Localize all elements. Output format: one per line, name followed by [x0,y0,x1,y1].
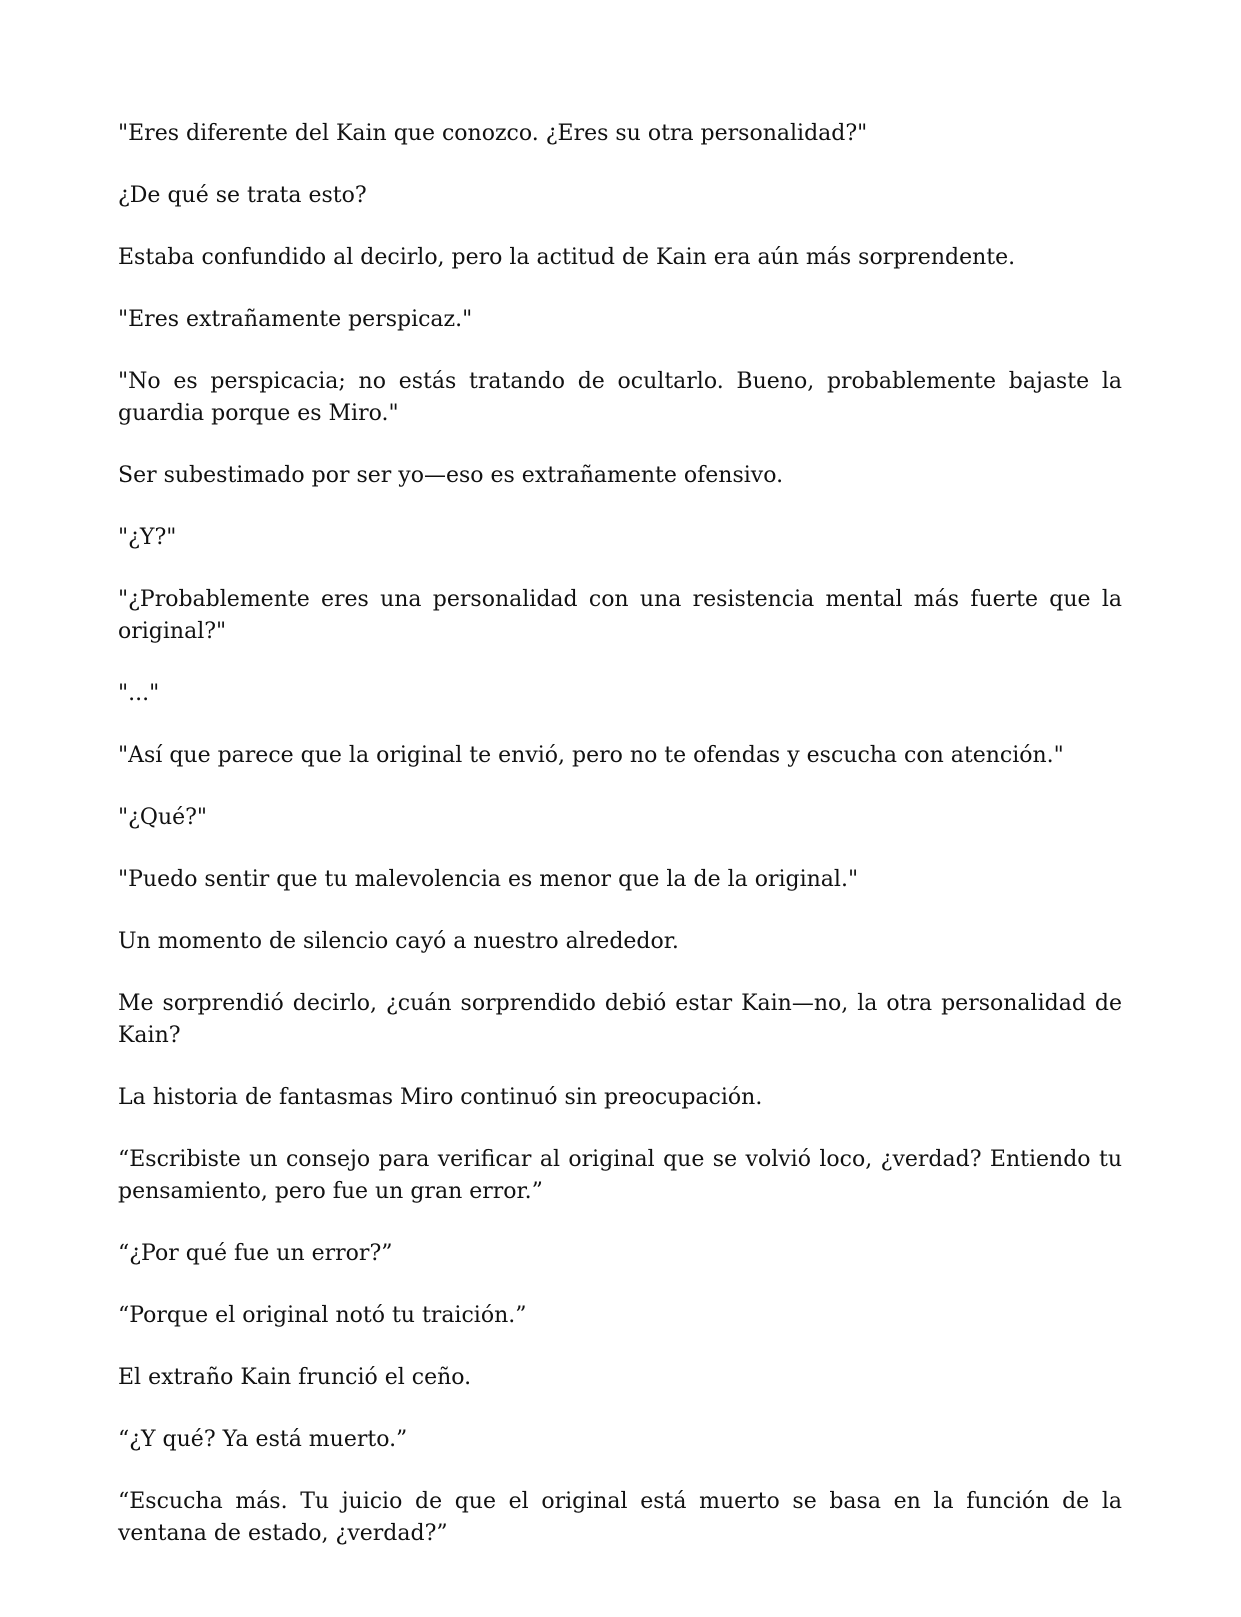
paragraph-17: “¿Por qué fue un error?” [118,1241,393,1266]
paragraph-20: “¿Y qué? Ya está muerto.” [118,1427,408,1452]
paragraph-2: ¿De qué se trata esto? [118,183,367,208]
paragraph-10: "Así que parece que la original te envió, pero no te ofendas y escucha con atención." [118,743,1064,768]
paragraph-6: Ser subestimado por ser yo—eso es extrañamente ofensivo. [118,463,784,488]
paragraph-12: "Puedo sentir que tu malevolencia es menor que la de la original." [118,867,859,892]
paragraph-8: "¿Probablemente eres una personalidad con una resistencia mental más fuerte que la original?" [118,587,1122,644]
document-page [118,118,1122,1580]
paragraph-1: "Eres diferente del Kain que conozco. ¿Eres su otra personalidad?" [118,121,868,146]
paragraph-19: El extraño Kain frunció el ceño. [118,1365,472,1390]
paragraph-5: "No es perspicacia; no estás tratando de ocultarlo. Bueno, probablemente bajaste la guardia porque es Miro." [118,369,1122,426]
paragraph-18: “Porque el original notó tu traición.” [118,1303,527,1328]
paragraph-14: Me sorprendió decirlo, ¿cuán sorprendido debió estar Kain—no, la otra personalidad de Kain? [118,991,1122,1048]
paragraph-9: "..." [118,681,160,706]
paragraph-13: Un momento de silencio cayó a nuestro alrededor. [118,929,679,954]
paragraph-3: Estaba confundido al decirlo, pero la actitud de Kain era aún más sorprendente. [118,245,1016,270]
paragraph-4: "Eres extrañamente perspicaz." [118,307,473,332]
paragraph-7: "¿Y?" [118,525,177,550]
paragraph-21: “Escucha más. Tu juicio de que el original está muerto se basa en la función de la ventana de estado, ¿verdad?” [118,1489,1122,1546]
paragraph-11: "¿Qué?" [118,805,208,830]
paragraph-15: La historia de fantasmas Miro continuó sin preocupación. [118,1085,763,1110]
paragraph-16: “Escribiste un consejo para verificar al original que se volvió loco, ¿verdad? Entiendo tu pensamiento, pero fue un gran error.” [118,1147,1122,1204]
